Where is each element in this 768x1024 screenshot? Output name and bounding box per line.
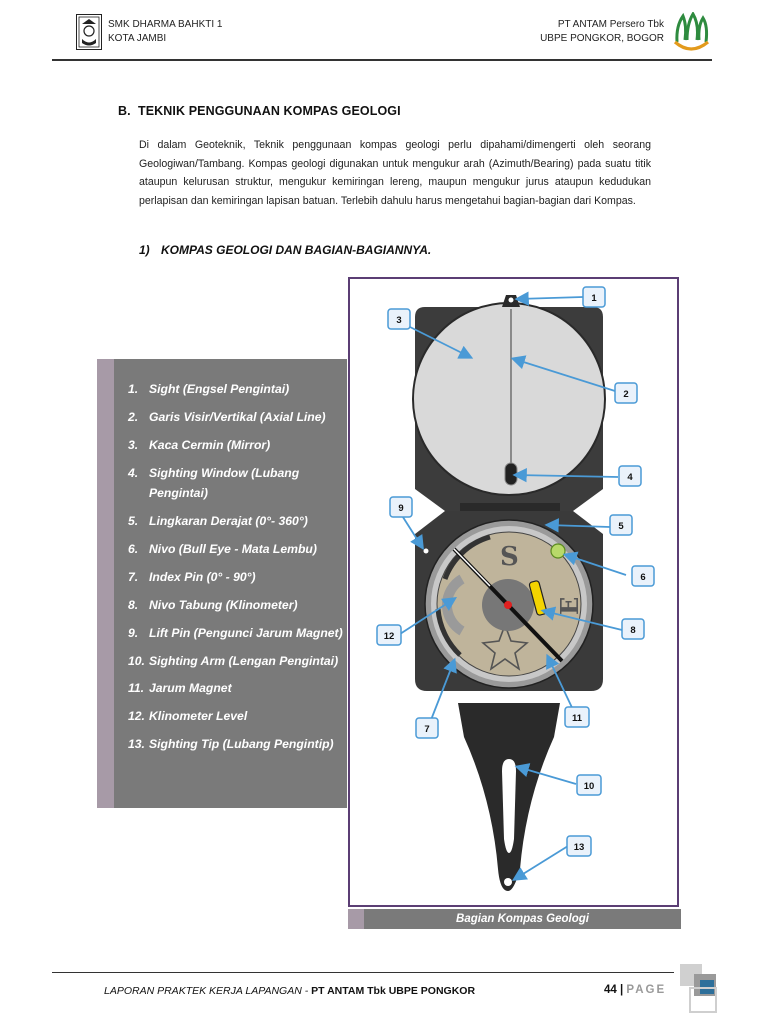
page-separator: | [620,984,624,996]
item-number: 10. [128,653,145,668]
callout-badge-5 [610,515,632,535]
item-label: Kaca Cermin (Mirror) [149,437,271,452]
item-number: 13. [128,737,145,752]
callout-badge-8 [622,619,644,639]
callout-label: 11 [571,713,583,724]
item-number: 12. [128,709,145,724]
parts-list-item [114,678,344,699]
callout-label: 5 [618,521,624,532]
parts-list-item [114,651,344,672]
item-number: 4. [128,465,139,480]
figure-caption: Bagian Kompas Geologi [456,913,589,925]
item-number: 8. [128,597,139,612]
mirror-lid [413,303,605,511]
item-number: 5. [128,514,139,529]
item-number: 7. [128,569,139,584]
page-word: PAGE [626,984,667,996]
sight-hinge [502,295,520,307]
antam-logo-icon [672,12,710,54]
compass-body [415,511,603,691]
school-name [108,18,222,46]
callout-badge-13 [567,836,591,856]
school-name-line1: SMK DHARMA BAHKTI 1 [108,19,223,30]
parts-list-item [114,463,344,504]
sighting-arm [458,703,560,891]
parts-list-item [114,595,344,616]
footer-corner-decoration [680,964,724,1014]
callout-badge-3 [388,309,410,329]
callout-badge-12 [377,625,401,645]
parts-list-item [114,511,344,532]
footer-company: PT ANTAM Tbk UBPE PONGKOR [311,985,476,997]
item-label: Lift Pin (Pengunci Jarum Magnet) [149,625,343,640]
parts-list-item [114,539,344,560]
callout-badge-6 [632,566,654,586]
company-name [540,18,664,46]
callout-badge-7 [416,718,438,738]
company-unit-line2: UBPE PONGKOR, BOGOR [540,33,664,44]
item-label: Sighting Tip (Lubang Pengintip) [149,737,334,752]
footer-report-label: LAPORAN PRAKTEK KERJA LAPANGAN - [104,985,312,997]
callout-badge-1 [583,287,605,307]
callout-label: 10 [583,781,595,792]
item-number: 3. [128,437,139,452]
item-label: Sight (Engsel Pengintai) [149,382,290,396]
parts-list-item [114,567,344,588]
item-label: Garis Visir/Vertikal (Axial Line) [149,409,326,424]
callout-label: 4 [627,472,633,483]
callout-badge-10 [577,775,601,795]
school-logo-icon [76,14,102,50]
dial-letter-e: E [555,596,584,615]
subsection-title-text: KOMPAS GEOLOGI DAN BAGIAN-BAGIANNYA. [161,243,432,257]
callout-label: 12 [383,631,395,642]
item-number: 6. [128,541,139,556]
panel-accent-edge [97,359,114,808]
header-rule [52,59,712,61]
page-number: 44 [604,984,617,996]
item-number: 2. [128,409,139,424]
item-label: Sighting Window (Lubang Pengintai) [149,465,300,501]
compass-diagram [350,279,677,905]
subsection-title [139,243,431,257]
parts-list-item [114,379,344,400]
company-name-line1: PT ANTAM Persero Tbk [557,19,664,30]
callout-label: 2 [623,389,629,400]
callout-badge-11 [565,707,589,727]
parts-list-item [114,706,344,727]
item-label: Nivo (Bull Eye - Mata Lembu) [149,541,317,556]
item-label: Sighting Arm (Lengan Pengintai) [149,653,339,668]
parts-list-item [114,407,344,428]
item-label: Index Pin (0° - 90°) [149,569,256,584]
item-number: 11. [128,681,145,696]
callout-label: 7 [424,724,430,735]
parts-list-item [114,435,344,456]
parts-list-item [114,734,344,755]
school-city-line2: KOTA JAMBI [108,33,167,44]
footer-rule [52,972,674,973]
figure-caption-bar [348,909,681,929]
item-label: Lingkaran Derajat (0°- 360°) [149,514,308,529]
item-number: 9. [128,625,139,640]
footer-page-number [604,984,666,996]
callout-label: 1 [591,293,597,304]
parts-list-panel [97,359,347,808]
callout-badge-2 [615,383,637,403]
subsection-number: 1) [139,243,150,257]
footer-report-title [104,985,475,997]
caption-accent-edge [348,909,364,929]
callout-badge-9 [390,497,412,517]
dial-letter-s: S [500,542,519,572]
item-label: Klinometer Level [149,709,248,724]
section-title [118,104,401,118]
parts-list [114,379,344,762]
item-number: 1. [128,382,139,396]
callout-label: 9 [398,503,404,514]
section-title-text: TEKNIK PENGGUNAAN KOMPAS GEOLOGI [138,104,401,118]
callout-label: 6 [640,572,646,583]
callout-label: 8 [630,625,636,636]
item-label: Nivo Tabung (Klinometer) [149,597,298,612]
callout-badge-4 [619,466,641,486]
parts-list-item [114,623,344,644]
section-number: B. [118,104,131,118]
callout-label: 3 [396,315,402,326]
callout-label: 13 [573,842,585,853]
intro-paragraph: Di dalam Geoteknik, Teknik penggunaan kompas geologi perlu dipahami/dimengerti oleh seorang Geologiwan/Tambang. Kompas geologi digunakan untuk mengukur arah (Azimuth/Bearing) pada suatu titik ataupun kelurusan struktur, mengukur kemiringan lereng, maupun mengukur jurus ataupun kedudukan perlapisan dan kemiringan lapisan batuan. Terlebih dahulu harus mengetahui bagian-bagian dari Kompas. [139,139,651,207]
item-label: Jarum Magnet [149,681,232,696]
